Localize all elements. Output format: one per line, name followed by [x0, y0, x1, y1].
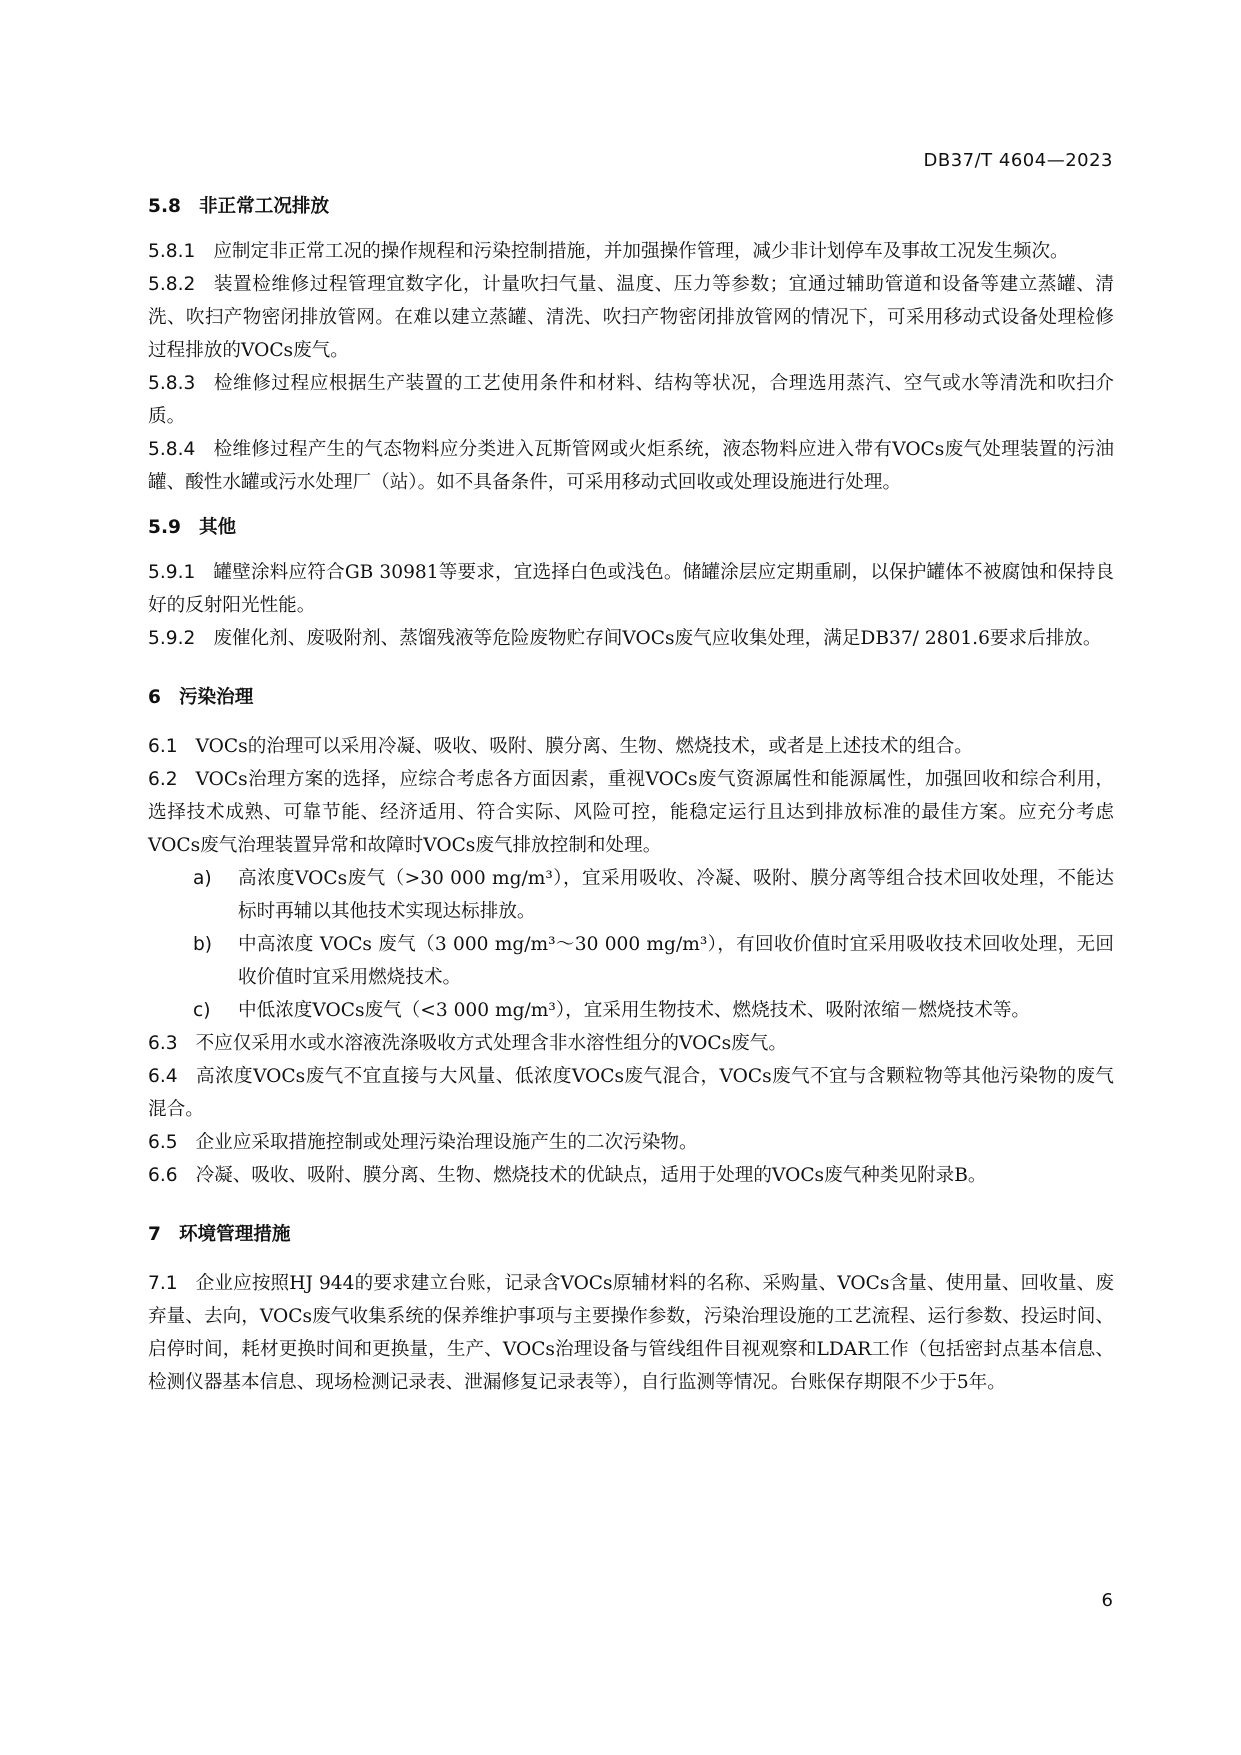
document-id: DB37/T 4604—2023	[923, 150, 1113, 171]
section-number: 5.9	[148, 517, 181, 538]
clause-number: 6.2	[148, 769, 178, 790]
clause-6-5	[148, 1126, 1114, 1159]
list-item-b	[148, 928, 1114, 994]
list-marker: a)	[193, 868, 212, 889]
list-item-text: 中高浓度 VOCs 废气（3 000 mg/m³～30 000 mg/m³），有回收价值时宜采用吸收技术回收处理，无回收价值时宜采用燃烧技术。	[238, 934, 1114, 988]
chapter-heading-7	[148, 1218, 1114, 1251]
clause-text: 企业应采取措施控制或处理污染治理设施产生的二次污染物。	[195, 1132, 698, 1153]
clause-5-8-3	[148, 367, 1114, 433]
clause-number: 5.9.2	[148, 628, 196, 649]
clause-5-8-1	[148, 235, 1114, 268]
chapter-title: 污染治理	[178, 687, 254, 708]
clause-text: 装置检维修过程管理宜数字化，计量吹扫气量、温度、压力等参数；宜通过辅助管道和设备等建立蒸罐、清洗、吹扫产物密闭排放管网。在难以建立蒸罐、清洗、吹扫产物密闭排放管网的情况下，可采用移动式设备处理检修过程排放的VOCs废气。	[148, 274, 1114, 361]
clause-6-3	[148, 1027, 1114, 1060]
list-item-a	[148, 862, 1114, 928]
section-number: 5.8	[148, 196, 181, 217]
list-item-c	[148, 994, 1114, 1027]
clause-text: VOCs治理方案的选择，应综合考虑各方面因素，重视VOCs废气资源属性和能源属性，加强回收和综合利用，选择技术成熟、可靠节能、经济适用、符合实际、风险可控，能稳定运行且达到排放标准的最佳方案。应充分考虑VOCs废气治理装置异常和故障时VOCs废气排放控制和处理。	[148, 769, 1114, 856]
page-number: 6	[1101, 1590, 1113, 1611]
clause-number: 5.8.2	[148, 274, 196, 295]
clause-number: 6.3	[148, 1033, 178, 1054]
clause-text: 废催化剂、废吸附剂、蒸馏残液等危险废物贮存间VOCs废气应收集处理，满足DB37/ 2801.6要求后排放。	[213, 628, 1102, 649]
clause-6-1	[148, 730, 1114, 763]
clause-5-8-2	[148, 268, 1114, 367]
clause-text: 罐壁涂料应符合GB 30981等要求，宜选择白色或浅色。储罐涂层应定期重刷，以保护罐体不被腐蚀和保持良好的反射阳光性能。	[148, 562, 1114, 616]
clause-text: 检维修过程应根据生产装置的工艺使用条件和材料、结构等状况，合理选用蒸汽、空气或水等清洗和吹扫介质。	[148, 373, 1114, 427]
list-marker: b)	[193, 934, 213, 955]
clause-text: 企业应按照HJ 944的要求建立台账，记录含VOCs原辅材料的名称、采购量、VOCs含量、使用量、回收量、废弃量、去向，VOCs废气收集系统的保养维护事项与主要操作参数，污染治理设施的工艺流程、运行参数、投运时间、启停时间，耗材更换时间和更换量，生产、VOCs治理设备与管线组件目视观察和LDAR工作（包括密封点基本信息、检测仪器基本信息、现场检测记录表、泄漏修复记录表等），自行监测等情况。台账保存期限不少于5年。	[148, 1273, 1114, 1393]
chapter-number: 6	[148, 687, 161, 708]
clause-number: 6.1	[148, 736, 178, 757]
clause-number: 5.8.4	[148, 439, 196, 460]
clause-text: 检维修过程产生的气态物料应分类进入瓦斯管网或火炬系统，液态物料应进入带有VOCs废气处理装置的污油罐、酸性水罐或污水处理厂（站）。如不具备条件，可采用移动式回收或处理设施进行处理。	[148, 439, 1114, 493]
chapter-heading-6	[148, 681, 1114, 714]
clause-text: 冷凝、吸收、吸附、膜分离、生物、燃烧技术的优缺点，适用于处理的VOCs废气种类见附录B。	[195, 1165, 987, 1186]
clause-5-9-2	[148, 622, 1114, 655]
clause-number: 5.8.3	[148, 373, 196, 394]
list-item-text: 高浓度VOCs废气（>30 000 mg/m³），宜采用吸收、冷凝、吸附、膜分离等组合技术回收处理，不能达标时再辅以其他技术实现达标排放。	[238, 868, 1114, 922]
clause-number: 6.4	[148, 1066, 178, 1087]
document-body	[148, 190, 1114, 1399]
clause-5-8-4	[148, 433, 1114, 499]
clause-text: 应制定非正常工况的操作规程和污染控制措施，并加强操作管理，减少非计划停车及事故工况发生频次。	[213, 241, 1069, 262]
clause-number: 5.8.1	[148, 241, 196, 262]
clause-text: VOCs的治理可以采用冷凝、吸收、吸附、膜分离、生物、燃烧技术，或者是上述技术的组合。	[195, 736, 973, 757]
section-heading-5-8	[148, 190, 1114, 223]
section-title: 非正常工况排放	[198, 196, 330, 217]
section-title: 其他	[198, 517, 237, 538]
clause-number: 6.5	[148, 1132, 178, 1153]
list-item-text: 中低浓度VOCs废气（<3 000 mg/m³），宜采用生物技术、燃烧技术、吸附浓缩－燃烧技术等。	[238, 1000, 1031, 1021]
clause-6-4	[148, 1060, 1114, 1126]
clause-6-2	[148, 763, 1114, 862]
clause-7-1	[148, 1267, 1114, 1399]
chapter-title: 环境管理措施	[178, 1224, 291, 1245]
chapter-number: 7	[148, 1224, 161, 1245]
section-heading-5-9	[148, 511, 1114, 544]
clause-number: 6.6	[148, 1165, 178, 1186]
clause-text: 高浓度VOCs废气不宜直接与大风量、低浓度VOCs废气混合，VOCs废气不宜与含颗粒物等其他污染物的废气混合。	[148, 1066, 1114, 1120]
clause-text: 不应仅采用水或水溶液洗涤吸收方式处理含非水溶性组分的VOCs废气。	[195, 1033, 787, 1054]
clause-6-6	[148, 1159, 1114, 1192]
clause-number: 7.1	[148, 1273, 178, 1294]
clause-number: 5.9.1	[148, 562, 196, 583]
list-marker: c)	[193, 1000, 211, 1021]
clause-5-9-1	[148, 556, 1114, 622]
